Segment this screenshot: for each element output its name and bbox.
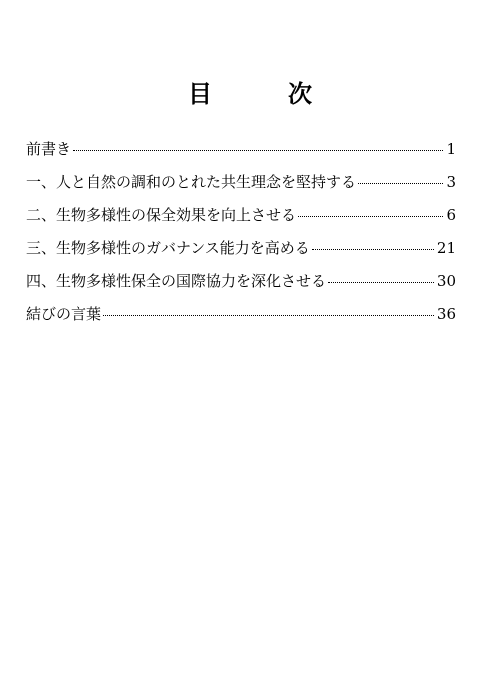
toc-entry-label: 三、生物多様性のガバナンス能力を高める (26, 239, 310, 257)
dot-leader (73, 150, 443, 151)
toc-entry-chapter-4[interactable] (26, 270, 456, 303)
toc-entry-page-number: 1 (446, 140, 456, 158)
toc-entry-label: 四、生物多様性保全の国際協力を深化させる (26, 272, 327, 290)
toc-entry-label: 結びの言葉 (26, 305, 102, 323)
toc-entry-page-number: 6 (446, 206, 456, 224)
toc-entry-page-number: 3 (446, 173, 456, 191)
toc-entry-label: 一、人と自然の調和のとれた共生理念を堅持する (26, 173, 357, 191)
toc-entry-chapter-1[interactable] (26, 171, 456, 204)
dot-leader (298, 216, 443, 217)
dot-leader (358, 183, 443, 184)
toc-entry-page-number: 36 (436, 305, 456, 323)
toc-entry-label: 前書き (26, 140, 72, 158)
dot-leader (103, 315, 434, 316)
page-title: 目 次 (188, 80, 338, 108)
toc-entry-preface[interactable] (26, 138, 456, 171)
toc-entry-page-number: 21 (436, 239, 456, 257)
dot-leader (328, 282, 434, 283)
toc-entry-chapter-2[interactable] (26, 204, 456, 237)
dot-leader (312, 249, 434, 250)
toc-entry-chapter-3[interactable] (26, 237, 456, 270)
table-of-contents (26, 138, 456, 336)
toc-entry-conclusion[interactable] (26, 303, 456, 336)
toc-entry-label: 二、生物多様性の保全効果を向上させる (26, 206, 297, 224)
toc-entry-page-number: 30 (436, 272, 456, 290)
